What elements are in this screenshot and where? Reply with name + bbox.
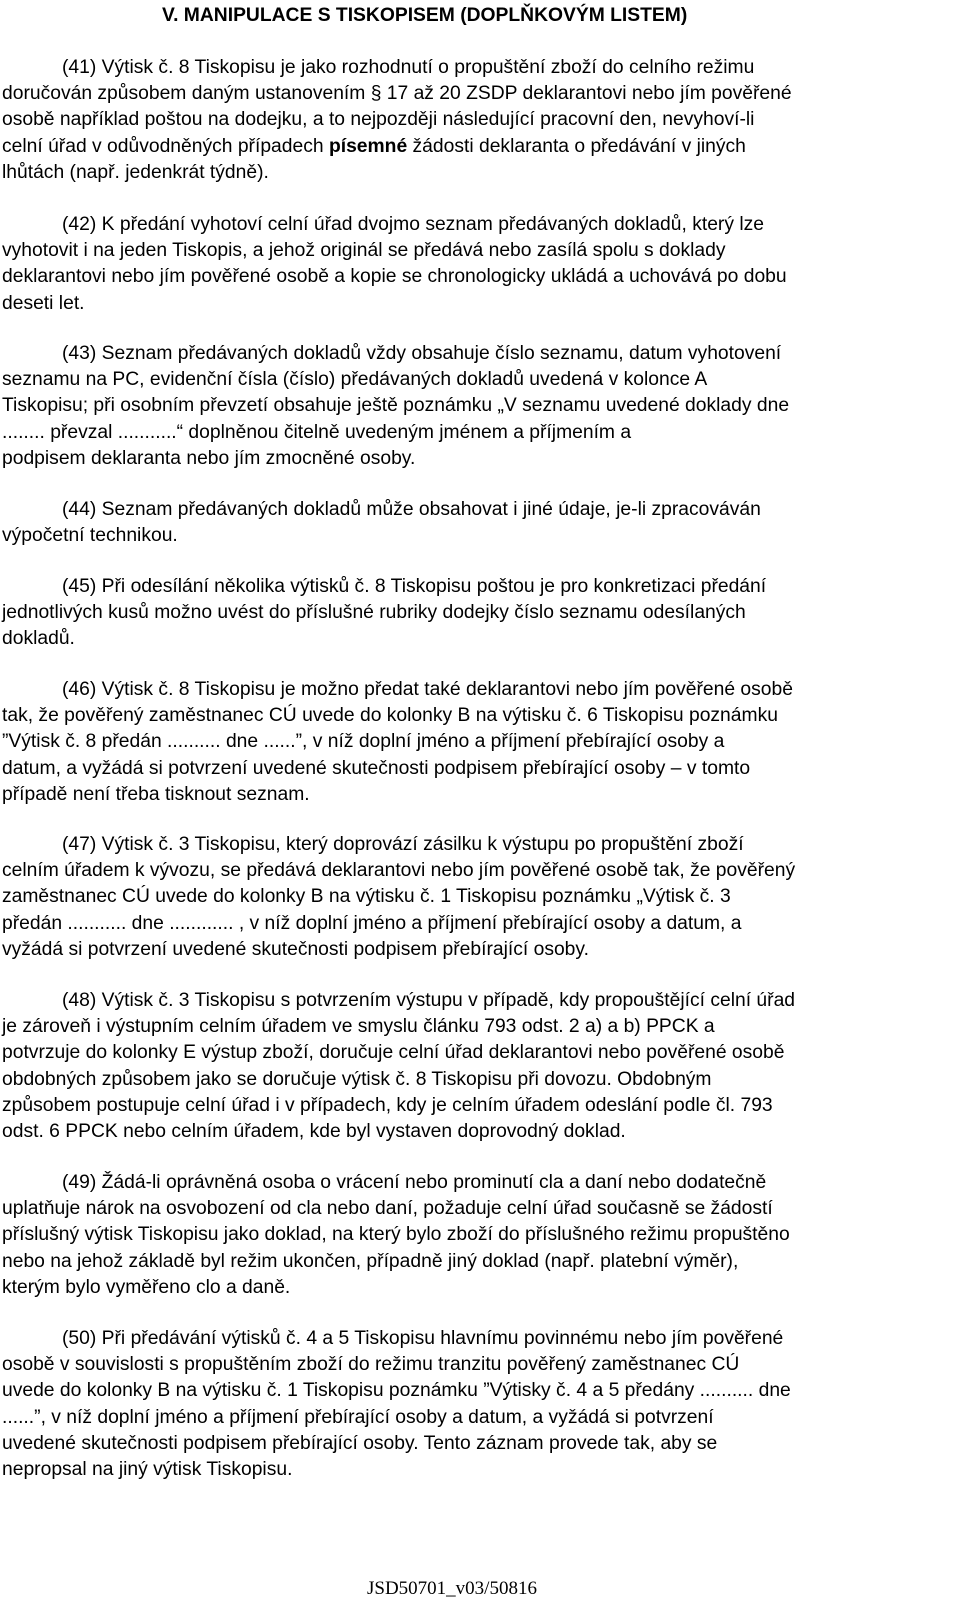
paragraph-41 xyxy=(2,55,944,186)
text-line: jednotlivých kusů možno uvést do příslušné rubriky dodejky číslo seznamu odesílaných xyxy=(2,602,746,624)
text-line: (43) Seznam předávaných dokladů vždy obsahuje číslo seznamu, datum vyhotovení xyxy=(62,343,782,364)
text-line: podpisem deklaranta nebo jím zmocněné osoby. xyxy=(2,447,416,469)
text-line: ”Výtisk č. 8 předán .......... dne ......”, v níž doplní jméno a příjmení přebírající osoby a xyxy=(2,731,725,753)
text-line: osobě například poštou na dodejku, a to nejpozději následující pracovní den, nevyhoví-li xyxy=(2,109,755,131)
text-line: ........ převzal ...........“ doplněnou čitelně uvedeným jménem a příjmením a xyxy=(2,421,632,443)
paragraph-47 xyxy=(2,832,944,963)
paragraph-44 xyxy=(2,497,944,549)
text-line: (45) Při odesílání několika výtisků č. 8 Tiskopisu poštou je pro konkretizaci předání xyxy=(62,576,767,597)
text-line: nepropsal na jiný výtisk Tiskopisu. xyxy=(2,1459,293,1481)
text-line: dokladů. xyxy=(2,628,75,650)
paragraph-46 xyxy=(2,677,944,808)
text-line: je zároveň i výstupním celním úřadem ve smyslu článku 793 odst. 2 a) a b) PPCK a xyxy=(2,1016,715,1038)
section-heading: V. MANIPULACE S TISKOPISEM (DOPLŇKOVÝM LISTEM) xyxy=(162,5,688,26)
text-line: nebo na jehož základě byl režim ukončen, případně jiný doklad (např. platební výměr), xyxy=(2,1250,739,1272)
text-line: celní úřad v odůvodněných případech písemné žádosti deklaranta o předávání v jiných xyxy=(2,135,746,157)
paragraph-49 xyxy=(2,1170,944,1301)
text-line: obdobných způsobem jako se doručuje výtisk č. 8 Tiskopisu při dovozu. Obdobným xyxy=(2,1068,712,1090)
text-line: vyžádá si potvrzení uvedené skutečnosti podpisem přebírající osoby. xyxy=(2,938,589,960)
paragraph-45 xyxy=(2,574,944,653)
paragraph-43 xyxy=(2,341,944,472)
document-footer-code: JSD50701_v03/50816 xyxy=(367,1578,537,1599)
text-line: datum, a vyžádá si potvrzení uvedené skutečnosti podpisem přebírající osoby – v tomto xyxy=(2,757,751,779)
text-line: ......”, v níž doplní jméno a příjmení přebírající osoby a datum, a vyžádá si potvrzení xyxy=(2,1406,714,1428)
text-line: uplatňuje nárok na osvobození od cla nebo daní, požaduje celní úřad současně se žádostí xyxy=(2,1198,773,1220)
text-line: vyhotovit i na jeden Tiskopis, a jehož originál se předává nebo zasílá spolu s doklady xyxy=(2,240,726,262)
text-line: uvede do kolonky B na výtisku č. 1 Tiskopisu poznámku ”Výtisky č. 4 a 5 předány .......... dne xyxy=(2,1380,791,1402)
text-line: případě není třeba tisknout seznam. xyxy=(2,783,310,805)
text-line: (50) Při předávání výtisků č. 4 a 5 Tiskopisu hlavnímu povinnému nebo jím pověřené xyxy=(62,1328,784,1349)
text-line: osobě v souvislosti s propuštěním zboží do režimu tranzitu pověřený zaměstnanec CÚ xyxy=(2,1354,740,1376)
text-line: (47) Výtisk č. 3 Tiskopisu, který doprovází zásilku k výstupu po propuštění zboží xyxy=(62,834,744,855)
text-line: doručován způsobem daným ustanovením § 17 až 20 ZSDP deklarantovi nebo jím pověřené xyxy=(2,83,792,105)
text-line: kterým bylo vyměřeno clo a daně. xyxy=(2,1276,291,1298)
text-line: předán ........... dne ............ , v níž doplní jméno a příjmení přebírající osoby a datum, a xyxy=(2,912,742,934)
text-line: (49) Žádá-li oprávněná osoba o vrácení nebo prominutí cla a daní nebo dodatečně xyxy=(62,1172,767,1193)
text-line: způsobem postupuje celní úřad i v případech, kdy je celním úřadem odeslání podle čl. 793 xyxy=(2,1094,773,1116)
text-line: tak, že pověřený zaměstnanec CÚ uvede do kolonky B na výtisku č. 6 Tiskopisu poznámku xyxy=(2,705,778,727)
text-line: celním úřadem k vývozu, se předává deklarantovi nebo jím pověřené osobě tak, že pověřený xyxy=(2,860,796,882)
paragraph-42 xyxy=(2,212,944,317)
text-line: zaměstnanec CÚ uvede do kolonky B na výtisku č. 1 Tiskopisu poznámku „Výtisk č. 3 xyxy=(2,886,731,908)
text-line: odst. 6 PPCK nebo celním úřadem, kde byl vystaven doprovodný doklad. xyxy=(2,1121,626,1143)
text-line: seznamu na PC, evidenční čísla (číslo) předávaných dokladů uvedená v kolonce A xyxy=(2,369,708,391)
text-line: Tiskopisu; při osobním převzetí obsahuje ještě poznámku „V seznamu uvedené doklady dne xyxy=(2,395,790,417)
text-line: (41) Výtisk č. 8 Tiskopisu je jako rozhodnutí o propuštění zboží do celního režimu xyxy=(62,57,755,78)
text-line: (48) Výtisk č. 3 Tiskopisu s potvrzením výstupu v případě, kdy propouštějící celní úřad xyxy=(62,990,796,1011)
text-line: lhůtách (např. jedenkrát týdně). xyxy=(2,161,269,183)
text-line: uvedené skutečnosti podpisem přebírající osoby. Tento záznam provede tak, aby se xyxy=(2,1432,718,1454)
paragraph-48 xyxy=(2,988,944,1145)
text-line: (46) Výtisk č. 8 Tiskopisu je možno předat také deklarantovi nebo jím pověřené osobě xyxy=(62,679,793,700)
text-line: (44) Seznam předávaných dokladů může obsahovat i jiné údaje, je-li zpracováván xyxy=(62,499,761,520)
paragraph-50 xyxy=(2,1326,944,1483)
text-line: potvrzuje do kolonky E výstup zboží, doručuje celní úřad deklarantovi nebo pověřené osobě xyxy=(2,1042,785,1064)
text-line: výpočetní technikou. xyxy=(2,525,178,547)
text-line: (42) K předání vyhotoví celní úřad dvojmo seznam předávaných dokladů, který lze xyxy=(62,214,764,235)
text-line: deseti let. xyxy=(2,292,85,314)
text-line: příslušný výtisk Tiskopisu jako doklad, na který bylo zboží do příslušného režimu propuštěno xyxy=(2,1224,790,1246)
text-line: deklarantovi nebo jím pověřené osobě a kopie se chronologicky ukládá a uchovává po dobu xyxy=(2,266,787,288)
